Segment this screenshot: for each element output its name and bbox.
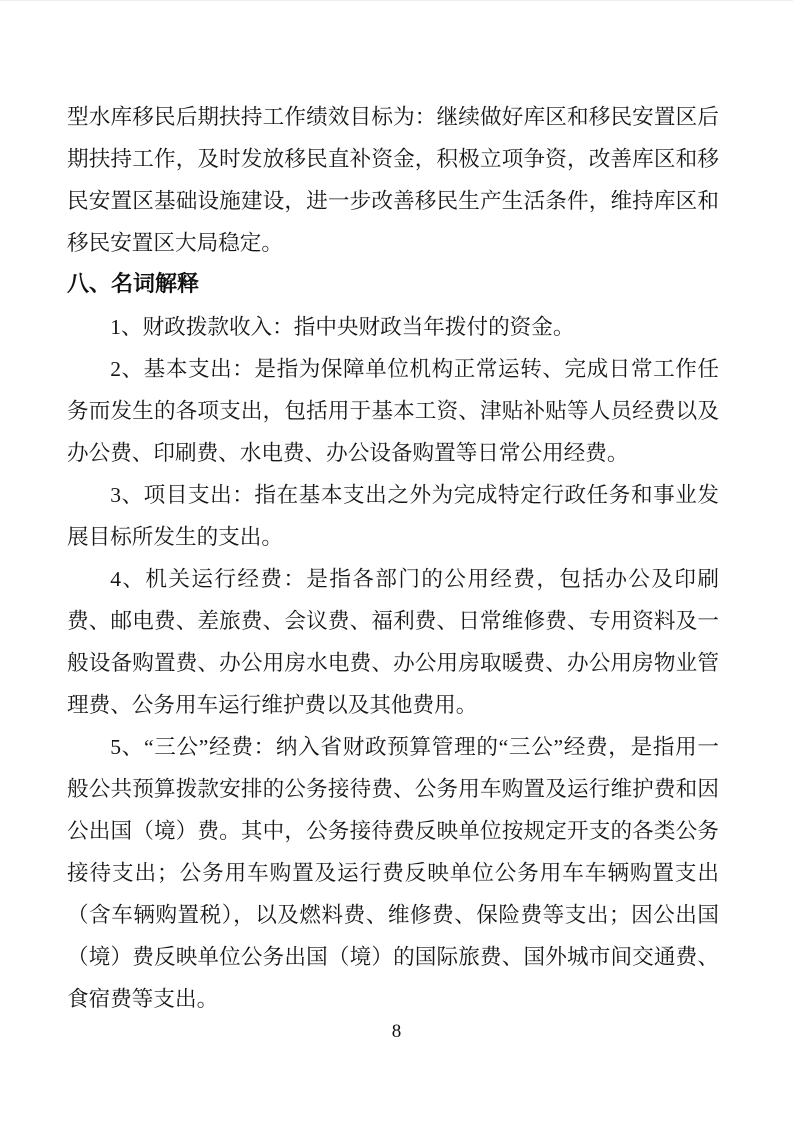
definition-item-4: 4、机关运行经费：是指各部门的公用经费，包括办公及印刷费、邮电费、差旅费、会议费、福利费、日常维修费、专用资料及一般设备购置费、办公用房水电费、办公用房取暖费、办公用房物业管理费、公务用车运行维护费以及其他费用。 <box>67 567 719 717</box>
definition-item-2: 2、基本支出：是指为保障单位机构正常运转、完成日常工作任务而发生的各项支出，包括用于基本工资、津贴补贴等人员经费以及办公费、印刷费、水电费、办公设备购置等日常公用经费。 <box>67 357 719 465</box>
definition-item-5: 5、“三公”经费：纳入省财政预算管理的“三公”经费，是指用一般公共预算拨款安排的公务接待费、公务用车购置及运行维护费和因公出国（境）费。其中，公务接待费反映单位按规定开支的各类公务接待支出；公务用车购置及运行费反映单位公务用车车辆购置支出（含车辆购置税），以及燃料费、维修费、保险费等支出；因公出国（境）费反映单位公务出国（境）的国际旅费、国外城市间交通费、食宿费等支出。 <box>67 735 719 1011</box>
page-number: 8 <box>391 1021 402 1042</box>
definition-item-3: 3、项目支出：指在基本支出之外为完成特定行政任务和事业发展目标所发生的支出。 <box>67 483 719 549</box>
definition-item-1: 1、财政拨款收入：指中央财政当年拨付的资金。 <box>110 315 575 339</box>
continuation-paragraph: 型水库移民后期扶持工作绩效目标为：继续做好库区和移民安置区后期扶持工作，及时发放移民直补资金，积极立项争资，改善库区和移民安置区基础设施建设，进一步改善移民生产生活条件，维持库区和移民安置区大局稳定。 <box>67 105 719 255</box>
document-body <box>67 96 719 1020</box>
section-heading: 八、名词解释 <box>67 272 200 297</box>
